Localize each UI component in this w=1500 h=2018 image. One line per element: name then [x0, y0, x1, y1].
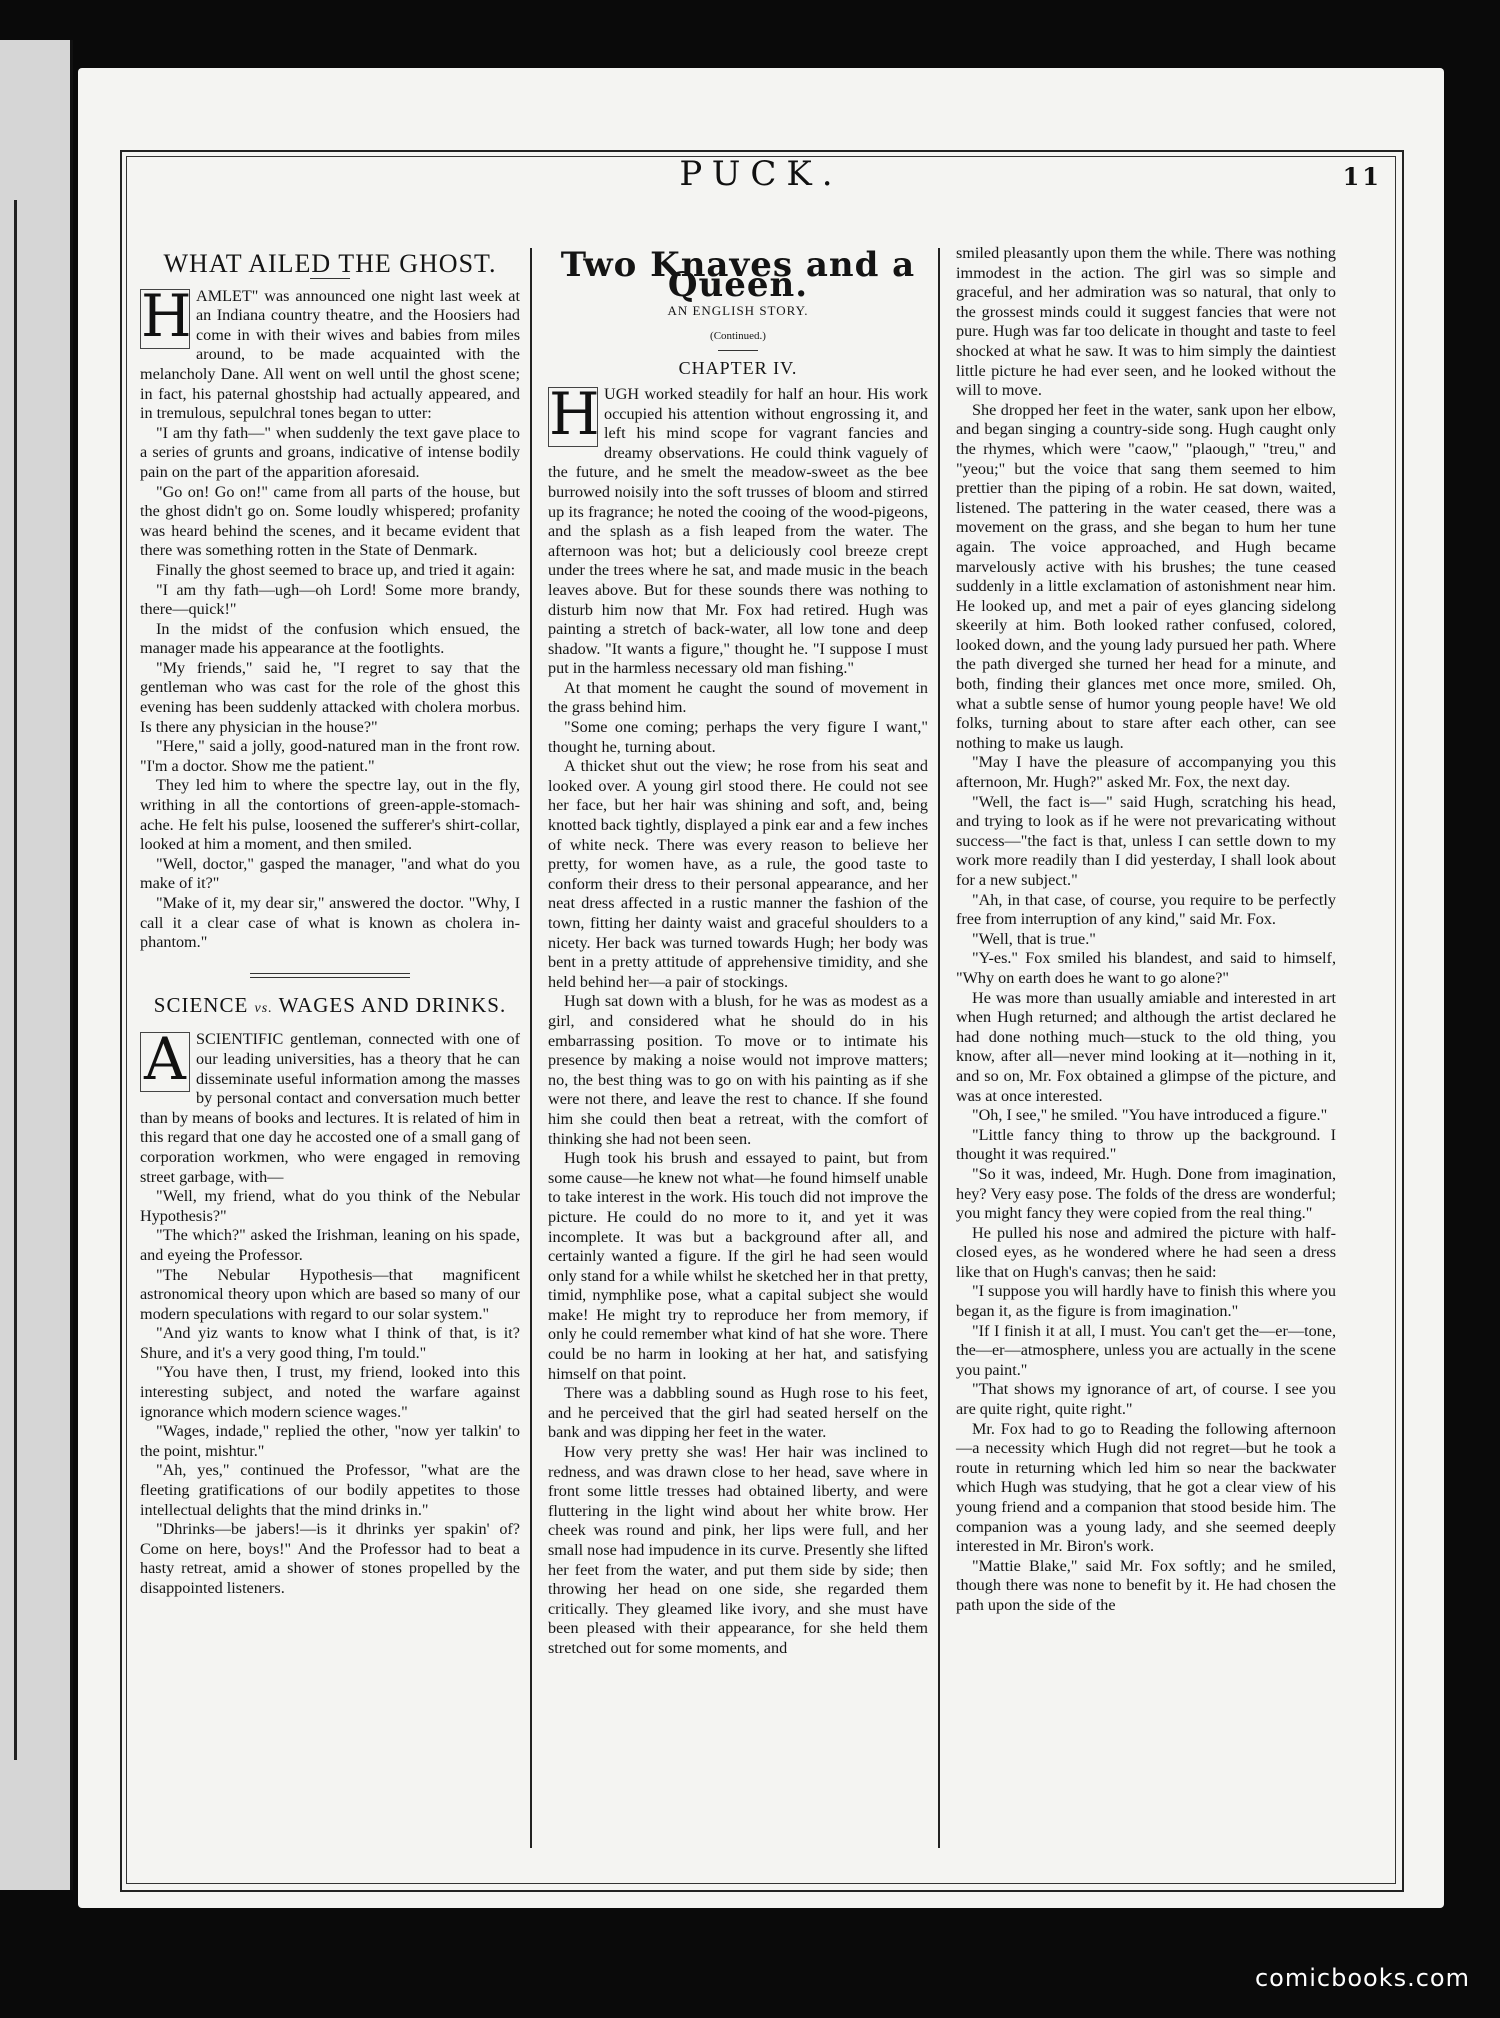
paragraph: "Ah, in that case, of course, you require to be perfectly free from interruption of any kind," said Mr. Fox. — [956, 890, 1336, 929]
title-part: WAGES AND DRINKS. — [278, 992, 507, 1017]
paragraph: Hugh took his brush and essayed to paint, but from some cause—he knew not what—he found himself unable to take interest in the work. His touch did not improve the picture. He could do no more to it, and yet it was incomplete. It was but a background after all, and certainly wanted a figure. If the girl he had seen would only stand for a while whilst he sketched her in that pretty, timid, nymphlike pose, what a capital subject she would make! He might try to reproduce her from memory, if only he could remember what kind of hat she wore. There could be no harm in looking at her hat, and satisfying himself on that point. — [548, 1149, 928, 1383]
article-title-ghost: WHAT AILED THE GHOST. — [163, 249, 497, 278]
paragraph: "Well, that is true." — [972, 929, 1096, 948]
paragraph: "Make of it, my dear sir," answered the doctor. "Why, I call it a clear case of what is known as cholera in-phantom." — [140, 894, 520, 952]
masthead-title: PUCK. — [679, 154, 843, 194]
paragraph: "So it was, indeed, Mr. Hugh. Done from imagination, hey? Very easy pose. The folds of the dress are wonderful; you might fancy they were copied from the real thing." — [956, 1164, 1336, 1223]
paragraph: Mr. Fox had to go to Reading the following afternoon—a necessity which Hugh did not regret—but he took a route in returning which led him so near the backwater which Hugh was studying, that he got a clear view of his young friend and a companion that stood beside him. The companion was a young lady, and she seemed deeply interested in Mr. Biron's work. — [956, 1419, 1336, 1556]
story-title: Two Knaves and a Queen. — [560, 245, 916, 305]
paragraph: Finally the ghost seemed to brace up, and tried it again: — [156, 560, 516, 579]
paragraph: They led him to where the spectre lay, out in the fly, writhing in all the contortions of green-apple-stomach-ache. He felt his pulse, loosened the sufferer's shirt-collar, looked at him a moment, and then smiled. — [140, 776, 520, 854]
column-divider-2 — [938, 248, 940, 1848]
paragraph: "That shows my ignorance of art, of course. I see you are quite right, quite right." — [956, 1380, 1336, 1419]
paragraph: "I am thy fath—" when suddenly the text gave place to a series of grunts and groans, indicative of intense bodily pain on the part of the apparition aforesaid. — [140, 423, 520, 481]
paragraph: She dropped her feet in the water, sank upon her elbow, and began singing a country-side song. Hugh caught only the rhymes, which were "caow," "plaough," "treu," and "yeou;" but the voice that sang them seemed to him prettier than the piping of a robin. He sat down, waited, listened. The pattering in the water ceased, there was a movement on the grass, and she began to hum her tune again. The voice approached, and Hugh became marvelously active with his brushes; the tune ceased suddenly in a little exclamation of astonishment near him. He looked up, and met a pair of eyes glancing sidelong skeerily at him. Both looked rather confused, colored, looked down, and the young lady pursued her path. Where the path diverged she turned her head for a minute, and both, finding their glances met once more, smiled. Oh, what a subtle sense of humor young people have! We old folks, turning about to stare after each other, can see nothing to make us laugh. — [956, 400, 1336, 752]
paragraph: "Some one coming; perhaps the very figure I want," thought he, turning about. — [548, 718, 928, 756]
paragraph: "May I have the pleasure of accompanying you this afternoon, Mr. Hugh?" asked Mr. Fox, the next day. — [956, 753, 1336, 792]
paragraph: A thicket shut out the view; he rose from his seat and looked over. A young girl stood there. He could not see her face, but her hair was shining and soft, and, being knotted back tightly, displayed a pink ear and a few inches of white neck. There was every reason to believe her pretty, for women have, as a rule, the good taste to conform their dress to their personal appearance, and her neat dress affected in a rustic manner the fashion of the town, fitting her dainty waist and graceful shoulders to a nicety. Her back was turned towards Hugh; her body was bent in a pretty attitude of apprehensive timidity, and she held behind her—a pair of stockings. — [548, 757, 928, 991]
paragraph: "You have then, I trust, my friend, looked into this interesting subject, and noted the warfare against ignorance which modern science wages." — [140, 1363, 520, 1421]
section-divider — [250, 973, 410, 978]
paragraph: "The which?" asked the Irishman, leaning on his spade, and eyeing the Professor. — [140, 1226, 520, 1264]
previous-page-edge — [0, 40, 73, 1890]
paragraph: "Dhrinks—be jabers!—is it dhrinks yer spakin' of? Come on here, boys!" And the Professor had to beat a hasty retreat, amid a shower of stones propelled by the disappointed listeners. — [140, 1520, 520, 1597]
title-vs: vs. — [254, 1000, 273, 1016]
paragraph: "Well, doctor," gasped the manager, "and what do you make of it?" — [140, 854, 520, 893]
paragraph: "Mattie Blake," said Mr. Fox softly; and he smiled, though there was none to benefit by it. He had chosen the path upon the side of the — [956, 1556, 1336, 1614]
article-lead-text: SCIENTIFIC gentleman, connected with one of our leading universities, has a theory that he can disseminate useful information among the masses by personal contact and conversation much better than by means of books and lectures. It is related of him in this regard that one day he accosted one of a small gang of corporation workmen, who were engaged in removing street garbage, with— — [140, 1030, 520, 1186]
paragraph: How very pretty she was! Her hair was inclined to redness, and was drawn close to her head, save where in front some little tresses had obtained liberty, and were fluttering in the light wind about her white brow. Her cheek was round and pink, her lips were full, and her small nose had impudence in its curve. Presently she lifted her feet from the water, and put them side by side; then throwing her head on one side, she regarded them critically. They gleamed like ivory, and she must have been pleased with their appearance, for she held them stretched out for some moments, and — [548, 1443, 928, 1657]
paragraph: "Little fancy thing to throw up the background. I thought it was required." — [956, 1125, 1336, 1164]
dropcap-letter: H — [549, 379, 600, 448]
paragraph: "Well, my friend, what do you think of the Nebular Hypothesis?" — [140, 1187, 520, 1225]
paragraph: He pulled his nose and admired the picture with half-closed eyes, as he wondered where he had seen a dress like that on Hugh's canvas; then he said: — [956, 1223, 1336, 1281]
paragraph: "Go on! Go on!" came from all parts of the house, but the ghost didn't go on. Some loudly whispered; profanity was heard behind the scenes, and it became evident that there was something rotten in the State of Denmark. — [140, 482, 520, 560]
story-continued: (Continued.) — [710, 329, 766, 342]
chapter-heading: CHAPTER IV. — [678, 358, 798, 379]
paragraph: "Well, the fact is—" said Hugh, scratching his head, and trying to look as if he were not prevaricating without success—"the fact is that, unless I can settle down to my work more readily than I did yesterday, I shall look about for a new subject." — [956, 792, 1336, 889]
paragraph: Hugh sat down with a blush, for he was as modest as a girl, and considered what he should do in his embarrassing position. To move or to intimate his presence by making a noise would not improve matters; no, the best thing was to go on with his painting as if she were not there, and leave the rest to chance. If she found him she could then beat a retreat, with the comfort of thinking she had not been seen. — [548, 992, 928, 1148]
page-number: 11 — [1342, 162, 1382, 191]
column-2 — [548, 245, 928, 1659]
paragraph: There was a dabbling sound as Hugh rose to his feet, and he perceived that the girl had seated herself on the bank and was dipping her feet in the water. — [548, 1384, 928, 1442]
column-3 — [956, 244, 1336, 1616]
dropcap-letter: A — [140, 1032, 190, 1092]
paragraph: "The Nebular Hypothesis—that magnificent astronomical theory upon which are based so many of our modern speculations with regard to our solar system." — [140, 1265, 520, 1323]
watermark-text: comicbooks.com — [1254, 1964, 1470, 1992]
paragraph: "Y-es." Fox smiled his blandest, and said to himself, "Why on earth does he want to go alone?" — [956, 949, 1336, 987]
paragraph: "My friends," said he, "I regret to say that the gentleman who was cast for the role of the ghost this evening has been suddenly attacked with cholera morbus. Is there any physician in the house?" — [140, 658, 520, 736]
paragraph: smiled pleasantly upon them the while. There was nothing immodest in the action. The girl was so simple and graceful, and her admiration was so natural, that only to the grossest minds could it suggest fancies that were not pure. Hugh was far too delicate in thought and taste to feel shocked at what he saw. It was to him simply the daintiest little picture he had ever seen, and he looked without the will to move. — [956, 244, 1336, 400]
article-title-science — [140, 992, 520, 1019]
story-subtitle: AN ENGLISH STORY. — [667, 303, 809, 319]
article-lead-text: UGH worked steadily for half an hour. His work occupied his attention without engrossing it, and left his mind scope for vagrant fancies and dreamy observations. He could think vaguely of the future, and he smelt the meadow-sweet as the bee burrowed noisily into the soft trusses of bloom and stirred up its fragrance; he noted the cooing of the wood-pigeons, and the splash as a fish leaped from the water. The afternoon was hot; but a deliciously cool breeze crept under the trees where he sat, and made music in the beach leaves above. But for these sounds there was nothing to disturb him now that Mr. Fox had retired. Hugh was painting a stretch of back-water, all low tone and deep shadow. "It wants a figure," thought he. "I suppose I must put in the harmless necessary old man fishing." — [548, 384, 928, 678]
paragraph: He was more than usually amiable and interested in art when Hugh returned; and although the artist declared he had done nothing much—stuck to the old thing, you know, after all—never mind looking at it—nothing in it, and so on, Mr. Fox obtained a glimpse of the picture, and was at once interested. — [956, 988, 1336, 1105]
dropcap-letter: H — [141, 281, 192, 350]
paragraph: In the midst of the confusion which ensued, the manager made his appearance at the footlights. — [140, 619, 520, 658]
magazine-page — [78, 68, 1444, 1908]
paragraph: "And yiz wants to know what I think of that, is it? Shure, and it's a very good thing, I'm tould." — [140, 1324, 520, 1362]
column-divider-1 — [530, 248, 532, 1848]
paragraph: "I am thy fath—ugh—oh Lord! Some more brandy, there—quick!" — [140, 580, 520, 619]
title-part: SCIENCE — [153, 992, 249, 1017]
article-lead — [140, 281, 520, 424]
article-lead — [140, 1025, 520, 1187]
paragraph: "Wages, indade," replied the other, "now yer talkin' to the point, mishtur." — [140, 1422, 520, 1460]
paragraph: "If I finish it at all, I must. You can't get the—er—tone, the—er—atmosphere, unless you are actually in the scene you paint." — [956, 1321, 1336, 1379]
title-rule — [718, 350, 758, 351]
paragraph: "Ah, yes," continued the Professor, "what are the fleeting gratifications of our bodily appetites to those intellectual delights that the mind drinks in." — [140, 1461, 520, 1519]
article-lead — [548, 379, 928, 679]
paragraph: "Oh, I see," he smiled. "You have introduced a figure." — [972, 1106, 1328, 1125]
column-1 — [140, 248, 520, 1599]
paragraph: "I suppose you will hardly have to finish this where you began it, as the figure is from imagination." — [956, 1282, 1336, 1321]
paragraph: "Here," said a jolly, good-natured man in the front row. "I'm a doctor. Show me the patient." — [140, 737, 520, 775]
paragraph: At that moment he caught the sound of movement in the grass behind him. — [548, 678, 928, 717]
previous-page-rule — [0, 200, 17, 1760]
article-lead-text: AMLET" was announced one night last week at an Indiana country theatre, and the Hoosiers had come in with their wives and babies from miles around, to be made acquainted with the melancholy Dane. All went on well until the ghost scene; in fact, his paternal ghostship had actually appeared, and in tremulous, sepulchral tones began to utter: — [140, 286, 520, 423]
